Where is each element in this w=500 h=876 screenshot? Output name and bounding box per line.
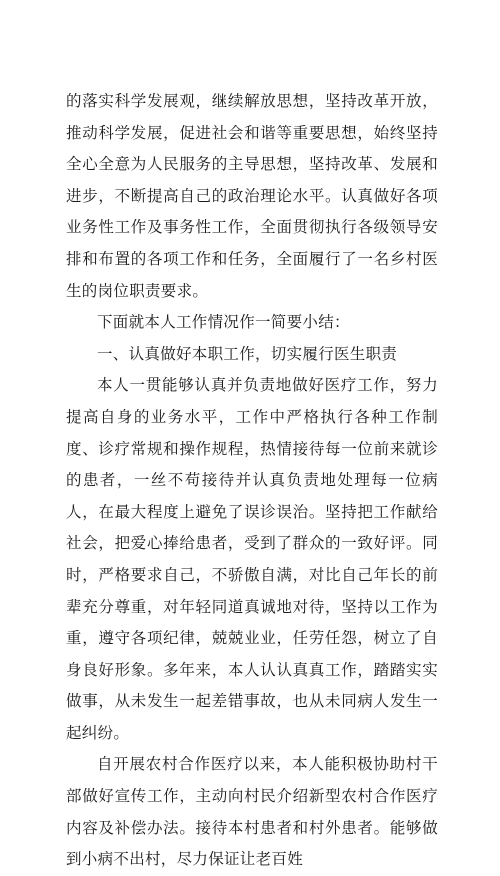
paragraph-cooperative-medical: 自开展农村合作医疗以来，本人能积极协助村干部做好宣传工作，主动向村民介绍新型农村合作医疗内容及补偿办法。接待本村患者和村外患者。能够做到小病不出村，尽力保证让老百姓 <box>66 755 438 869</box>
paragraph-summary-intro: 下面就本人工作情况作一简要小结： <box>97 313 350 332</box>
document-body <box>66 86 438 876</box>
paragraph-duties: 本人一贯能够认真并负责地做好医疗工作，努力提高自身的业务水平，工作中严格执行各种工作制度、诊疗常规和操作规程，热情接待每一位前来就诊的患者，一丝不苟接待并认真负责地处理每一位病人，在最大程度上避免了误诊误治。坚持把工作献给社会，把爱心捧给患者，受到了群众的一致好评。同时，严格要求自己，不骄傲自满，对比自己年长的前辈充分尊重，对年轻同道真诚地对待，坚持以工作为重，遵守各项纪律，兢兢业业，任劳任怨，树立了自身良好形象。多年来，本人认认真真工作，踏踏实实做事，从未发生一起差错事故，也从未同病人发生一起纠纷。 <box>66 376 438 742</box>
paragraph-continuation: 的落实科学发展观，继续解放思想，坚持改革开放，推动科学发展，促进社会和谐等重要思想，始终坚持全心全意为人民服务的主导思想，坚持改革、发展和进步，不断提高自己的政治理论水平。认真做好各项业务性工作及事务性工作，全面贯彻执行各级领导安排和布置的各项工作和任务，全面履行了一名乡村医生的岗位职责要求。 <box>66 92 438 300</box>
section-heading-1: 一、认真做好本职工作，切实履行医生职责 <box>97 344 398 363</box>
